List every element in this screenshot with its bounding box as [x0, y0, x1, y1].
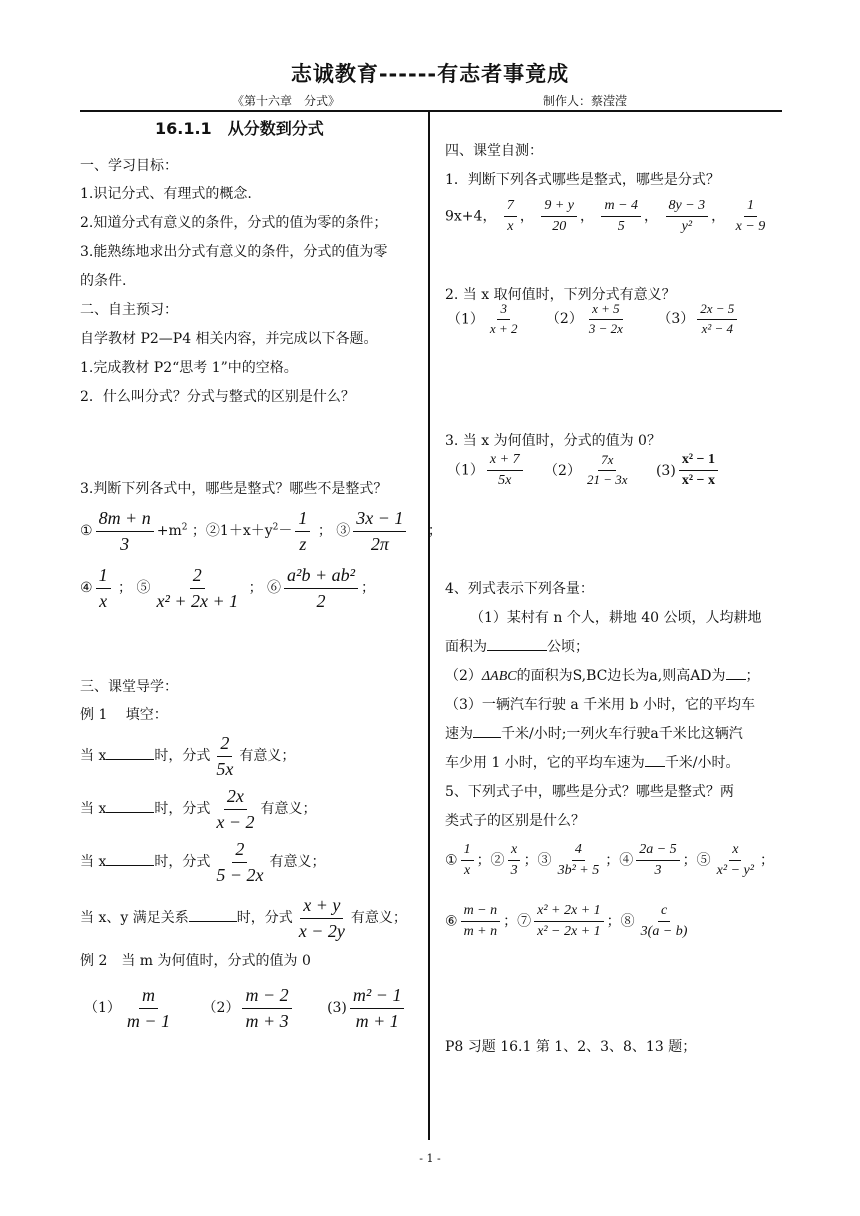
preview-intro: 自学教材 P2—P4 相关内容，并完成以下各题。: [80, 331, 378, 347]
q3-label-6: ； ⑥: [248, 580, 282, 597]
example-1-line-4: 当 x、y 满足关系 时，分式 $\frac{x + y}{x - 2y}$ 有意义；: [80, 895, 407, 941]
fraction: $\frac{x}{\text{x² − y²}}$: [716, 842, 754, 879]
test-q1: 1．判断下列各式哪些是整式，哪些是分式？: [445, 172, 720, 188]
example-2-heading: 例 2 当 m 为何值时，分式的值为 0: [80, 953, 311, 969]
fraction: $\frac{m}{m - 1}$: [126, 985, 171, 1031]
fraction: $\frac{4}{\text{3b² + 5}}$: [557, 842, 600, 879]
fraction: $\frac{3}{x + 2}$: [489, 301, 518, 336]
chapter-label: 《第十六章 分式》: [232, 94, 341, 108]
fraction: $\frac{7}{x}$: [504, 198, 517, 235]
fraction: $\frac{3x - 1}{2\pi}$: [353, 508, 406, 554]
fraction: $\frac{1}{x}$: [461, 842, 474, 879]
fraction: $\frac{2}{5x}$: [216, 733, 234, 779]
test-q2-items: （1） $\frac{3}{x + 2}$ （2） $\frac{x + 5}{3 - 2x}$ （3） $\frac{2x - 5}{\text{x² − 4}}$: [447, 302, 740, 337]
test-q4: 4、列式表示下列各量：: [445, 581, 594, 597]
fraction: $\frac{8m + n}{3}$: [96, 508, 154, 554]
q3-label-2: ；②1＋x＋y: [191, 523, 273, 540]
answer-blank[interactable]: [189, 907, 237, 922]
q3-label-4: ④: [80, 580, 93, 597]
preview-q2: 2．什么叫分式？分式与整式的区别是什么？: [80, 389, 355, 405]
test-q5b: 类式子的区别是什么？: [445, 813, 585, 829]
preview-heading: 二、自主预习：: [80, 302, 178, 318]
test-q1-expressions: 9x+4， $\frac{7}{x}$ ， $\frac{9 + y}{20}$ ， $\frac{m - 4}{5}$ ， $\frac{8y - 3}{\text{y²}}$ ， $\frac{1}{x - 9}$: [445, 198, 771, 235]
fraction: $\frac{x + 5}{3 - 2x}$: [588, 301, 623, 336]
test-q4-1b: 面积为 公顷；: [445, 636, 589, 656]
fraction: $\frac{x + y}{x - 2y}$: [298, 895, 345, 941]
page-number: - 1 -: [419, 1152, 441, 1165]
fraction: $\frac{1}{x}$: [96, 565, 111, 611]
fraction: $\frac{\text{x² + 2x + 1}}{\text{x² − 2x + 1}}$: [534, 903, 604, 940]
example-1-line-1: 当 x 时，分式 $\frac{2}{5x}$ 有意义；: [80, 733, 296, 779]
fraction: $\frac{m - 2}{m + 3}$: [242, 985, 291, 1031]
test-q4-3d: 车少用 1 小时，它的平均车速为 千米/小时。: [445, 752, 740, 772]
q3-label-3: ； ③: [317, 523, 351, 540]
fraction: $\frac{1}{z}$: [295, 508, 310, 554]
test-q4-1a: （1）某村有 n 个人，耕地 40 公顷，人均耕地: [470, 610, 762, 626]
test-q5a: 5、下列式子中，哪些是分式？哪些是整式？两: [445, 784, 734, 800]
fraction: $\frac{x + 7}{5x}$: [487, 452, 523, 489]
q3-label-5: ； ⑤: [118, 580, 151, 597]
fraction: $\frac{\text{m² − 1}}{m + 1}$: [350, 985, 405, 1031]
answer-blank[interactable]: [106, 745, 154, 760]
fraction: $\frac{9 + y}{20}$: [541, 198, 577, 235]
test-q5-row-1: ① $\frac{1}{x}$ ；② $\frac{x}{3}$ ；③ $\frac{4}{\text{3b² + 5}}$ ；④ $\frac{2a - 5}{3}$ ；⑤ $\frac{x}{\text{x² − y²}}$ ；: [445, 842, 774, 879]
fraction: $\frac{c}{3(a - b)}$: [640, 903, 688, 940]
test-q5-row-2: ⑥ $\frac{m - n}{m + n}$ ；⑦ $\frac{\text{x² + 2x + 1}}{\text{x² − 2x + 1}}$ ；⑧ $\frac{c}{3(a - b)}$: [445, 903, 693, 940]
q3-row-2: ④ $\frac{1}{x}$ ； ⑤ $\frac{2}{\text{x² + 2x + 1}}$ ； ⑥ $\frac{\text{a²b + ab²}}{2}$ ；: [80, 565, 375, 611]
q3-label-1: ①: [80, 523, 93, 540]
fraction: $\frac{7x}{21 - 3x}$: [586, 452, 628, 488]
goal-3a: 3.能熟练地求出分式有意义的条件，分式的值为零: [80, 244, 388, 260]
goal-1: 1.识记分式、有理式的概念.: [80, 186, 252, 202]
fraction: $\frac{2a - 5}{3}$: [636, 842, 679, 879]
answer-blank[interactable]: [473, 723, 501, 738]
fraction: $\frac{m - n}{m + n}$: [461, 903, 501, 940]
goals-heading: 一、学习目标：: [80, 158, 178, 174]
test-q3: 3. 当 x 为何值时，分式的值为 0？: [445, 433, 661, 449]
answer-blank[interactable]: [106, 851, 154, 866]
test-q4-3a: （3）一辆汽车行驶 a 千米用 b 小时，它的平均车: [445, 697, 756, 713]
example-1-heading: 例 1 填空：: [80, 707, 168, 723]
preview-q1: 1.完成教材 P2“思考 1”中的空格。: [80, 360, 298, 376]
fraction: $\frac{\text{x² − 1}}{\text{x² − x}}$: [679, 452, 718, 489]
goal-3b: 的条件.: [80, 273, 127, 289]
test-q4-2: （2）ΔABC的面积为S,BC边长为a,则高AD为 ；: [445, 665, 760, 685]
fraction: $\frac{8y - 3}{\text{y²}}$: [666, 198, 709, 235]
answer-blank[interactable]: [106, 798, 154, 813]
column-divider: [428, 110, 430, 1140]
goal-2: 2.知道分式有意义的条件，分式的值为零的条件；: [80, 215, 388, 231]
section-title: 16.1.1 从分数到分式: [155, 119, 324, 138]
fraction: $\frac{2}{5 - 2x}$: [216, 839, 264, 885]
fraction: $\frac{1}{x - 9}$: [735, 198, 766, 235]
preview-q3: 3.判断下列各式中，哪些是整式？哪些不是整式？: [80, 481, 388, 497]
answer-blank[interactable]: [487, 636, 547, 651]
test-q2: 2. 当 x 取何值时，下列分式有意义？: [445, 287, 676, 303]
q3-row-1: ① $\frac{8m + n}{3}$ $+m^2$ ；$②1+x+y^2-$ $\frac{1}{z}$ ； ③ $\frac{3x - 1}{2\pi}$ ；: [80, 508, 442, 554]
test-q4-3b: 速为 千米/小时;一列火车行驶a千米比这辆汽: [445, 723, 743, 743]
page-title: 志诚教育------有志者事竟成: [290, 62, 570, 86]
fraction: $\frac{\text{a²b + ab²}}{2}$: [284, 565, 358, 611]
fraction: $\frac{x}{3}$: [508, 842, 521, 879]
answer-blank[interactable]: [726, 665, 746, 680]
example-1-line-3: 当 x 时，分式 $\frac{2}{5 - 2x}$ 有意义；: [80, 839, 326, 885]
homework: P8 习题 16.1 第 1、2、3、8、13 题；: [445, 1039, 697, 1055]
header-rule: [80, 110, 782, 112]
test-heading: 四、课堂自测：: [445, 143, 543, 159]
answer-blank[interactable]: [645, 752, 665, 767]
fraction: $\frac{2}{\text{x² + 2x + 1}}$: [156, 565, 239, 611]
fraction: $\frac{m - 4}{5}$: [601, 198, 641, 235]
fraction: $\frac{2x - 5}{\text{x² − 4}}$: [697, 302, 737, 337]
author-label: 制作人：蔡滢滢: [543, 94, 628, 108]
guide-heading: 三、课堂导学：: [80, 679, 178, 695]
test-q3-items: （1） $\frac{x + 7}{5x}$ （2） $\frac{7x}{21 - 3x}$ (3) $\frac{\text{x² − 1}}{\text{x² − x}}$: [447, 452, 721, 489]
fraction: $\frac{2x}{x - 2}$: [216, 786, 255, 832]
example-2-items: （1） $\frac{m}{m - 1}$ （2） $\frac{m - 2}{m + 3}$ (3) $\frac{\text{m² − 1}}{m + 1}$: [84, 985, 407, 1031]
example-1-line-2: 当 x 时，分式 $\frac{2x}{x - 2}$ 有意义；: [80, 786, 317, 832]
